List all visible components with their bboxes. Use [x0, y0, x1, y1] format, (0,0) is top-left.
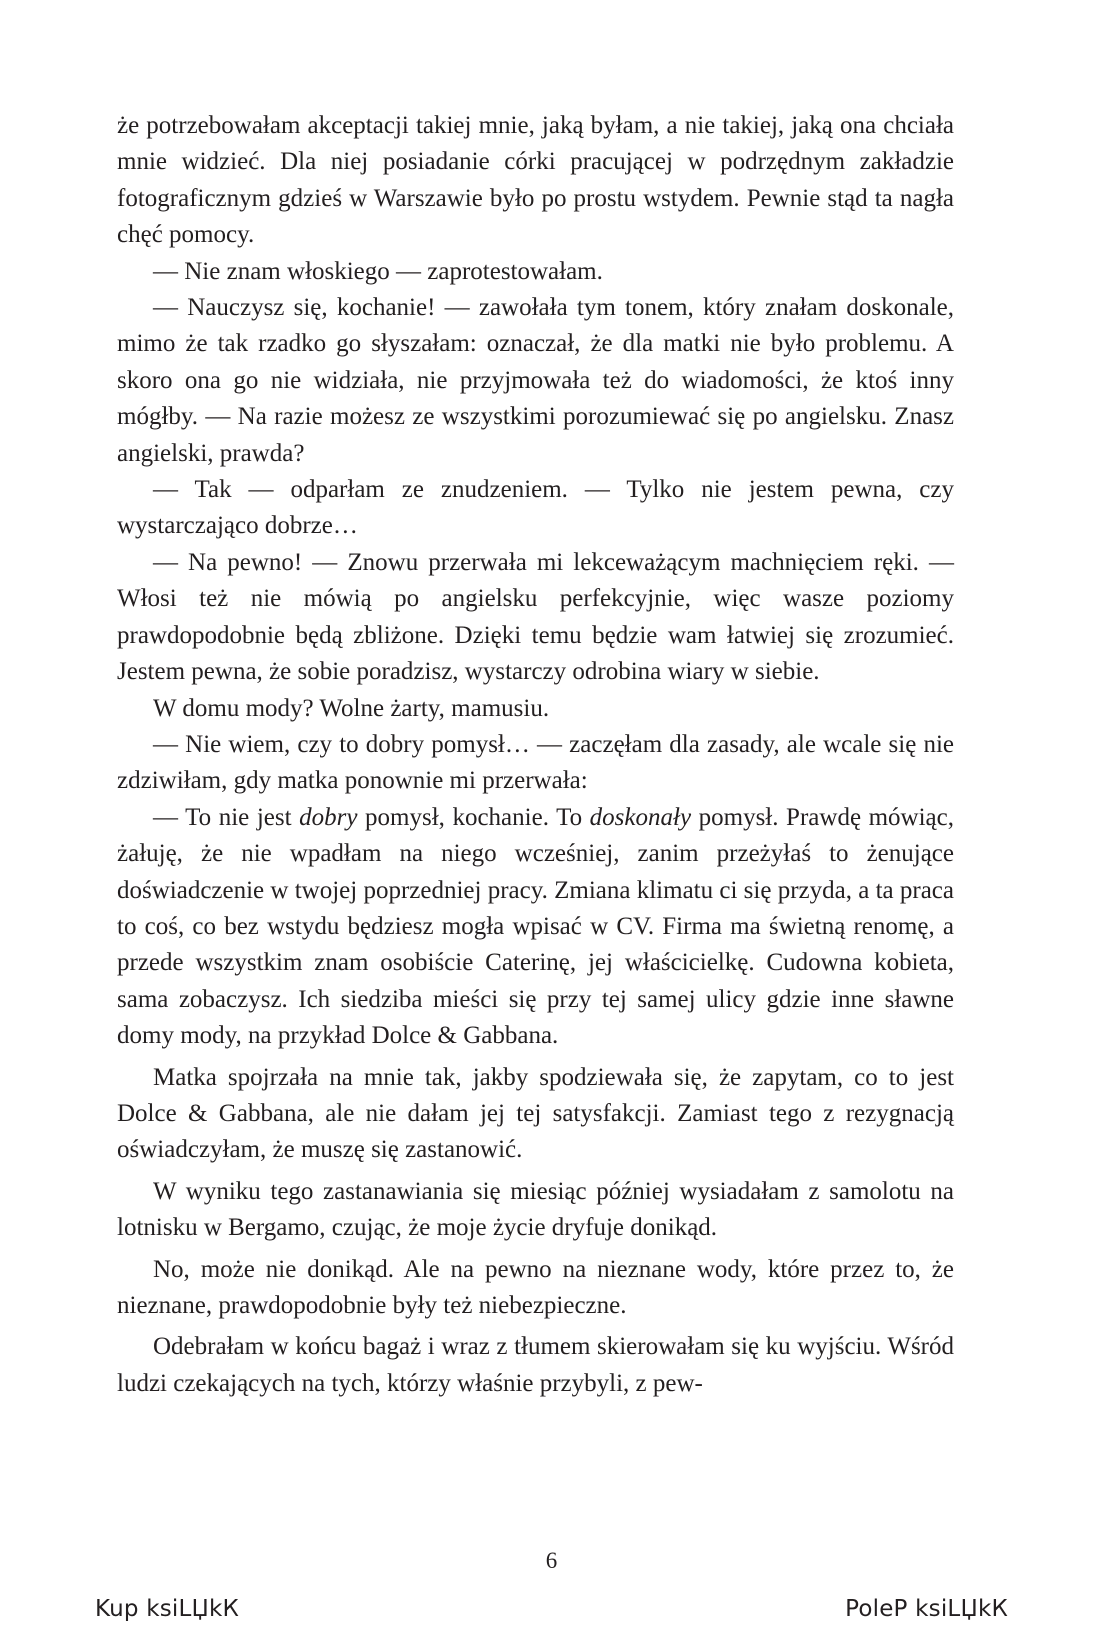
text-segment: że potrzebowałam akceptacji takiej mnie, jaką byłam, a nie takiej, jaką ona chciała mnie widzieć. Dla niej posiadanie córki pracującej w podrzędnym zakładzie fotograficznym gdzieś w Warszawie było po prostu wstydem. Pewnie stąd ta nagła chęć pomocy. — [117, 112, 954, 249]
paragraph — [117, 472, 954, 545]
paragraph — [117, 800, 954, 1055]
buy-book-link[interactable]: Kup ksiLЏkК — [95, 1596, 240, 1622]
recommend-book-link[interactable]: PoleР ksiLЏkК — [845, 1596, 1008, 1622]
text-segment: Odebrałam w końcu bagaż i wraz z tłumem skierowałam się ku wyjściu. Wśród ludzi czekających na tych, którzy właśnie przybyli, z pew- — [117, 1333, 954, 1397]
text-segment: Matka spojrzała na mnie tak, jakby spodziewała się, że zapytam, co to jest Dolce & Gabbana, ale nie dałam jej tej satysfakcji. Zamiast tego z rezygnacją oświadczyłam, że muszę się zastanowić. — [117, 1063, 954, 1164]
paragraph — [117, 545, 954, 691]
page-number: 6 — [545, 1548, 558, 1573]
italic-text: doskonały — [589, 803, 692, 831]
text-segment: — Tak — odparłam ze znudzeniem. — Tylko nie jestem pewna, czy wystarczająco dobrze… — [117, 476, 954, 540]
text-segment: — Nie znam włoskiego — zaprotestowałam. — [153, 257, 603, 285]
text-segment: pomysł. Prawdę mówiąc, żałuję, że nie wpadłam na niego wcześniej, zanim przeżyłaś to żenujące doświadczenie w twojej poprzedniej pracy. Zmiana klimatu ci się przyda, a ta praca to coś, co bez wstydu będziesz mogła wpisać w CV. Firma ma świetną renomę, a przede wszystkim znam osobiście Caterinę, jej właścicielkę. Cudowna kobieta, sama zobaczysz. Ich siedziba mieści się przy tej samej ulicy gdzie inne sławne domy mody, na przykład Dolce & Gabbana. — [117, 803, 954, 1050]
paragraph — [117, 108, 954, 254]
paragraph — [117, 290, 954, 472]
text-segment: — Na pewno! — Znowu przerwała mi lekceważącym machnięciem ręki. — Włosi też nie mówią po angielsku perfekcyjnie, więc wasze poziomy prawdopodobnie będą zbliżone. Dzięki temu będzie wam łatwiej się zrozumieć. Jestem pewna, że sobie poradzisz, wystarczy odrobina wiary w siebie. — [117, 548, 954, 686]
text-segment: — To nie jest — [153, 803, 300, 831]
paragraph — [117, 691, 954, 727]
text-segment: pomysł, kochanie. To — [357, 803, 590, 831]
text-segment: — Nie wiem, czy to dobry pomysł… — zaczęłam dla zasady, ale wcale się nie zdziwiłam, gdy matka ponownie mi przerwała: — [117, 730, 954, 795]
paragraph — [117, 254, 954, 290]
italic-text: dobry — [299, 803, 358, 831]
text-segment: W domu mody? Wolne żarty, mamusiu. — [153, 694, 550, 722]
paragraph — [117, 1252, 954, 1325]
paragraph — [117, 1060, 954, 1169]
text-segment: W wyniku tego zastanawiania się miesiąc później wysiadałam z samolotu na lotnisku w Bergamo, czując, że moje życie dryfuje donikąd. — [117, 1177, 954, 1242]
paragraph — [117, 1329, 954, 1402]
text-segment: No, może nie donikąd. Ale na pewno na nieznane wody, które przez to, że nieznane, prawdopodobnie były też niebezpieczne. — [117, 1255, 954, 1319]
body-text — [117, 108, 954, 1402]
text-segment: — Nauczysz się, kochanie! — zawołała tym tonem, który znałam doskonale, mimo że tak rzadko go słyszałam: oznaczał, że dla matki nie było problemu. A skoro ona go nie widziała, nie przyjmowała też do wiadomości, że ktoś inny mógłby. — Na razie możesz ze wszystkimi porozumiewać się po angielsku. Znasz angielski, prawda? — [117, 294, 954, 467]
paragraph — [117, 1174, 954, 1247]
paragraph — [117, 727, 954, 800]
